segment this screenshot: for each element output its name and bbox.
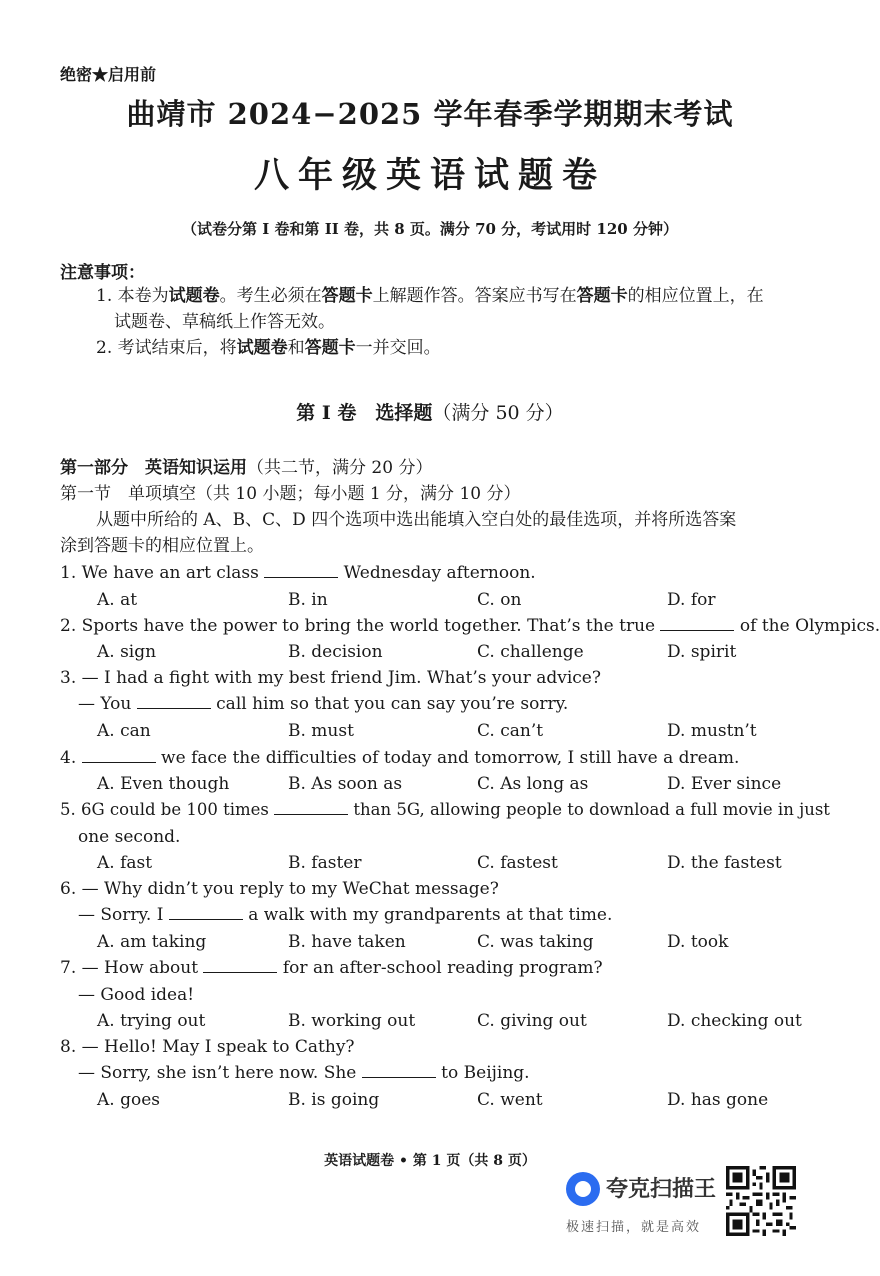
option-d: D. Ever since <box>667 774 782 794</box>
question-8: 8. — Hello! May I speak to Cathy? <box>60 1037 355 1057</box>
watermark-name: 夸克扫描王 <box>606 1177 717 1202</box>
exam-title: 曲靖市 2024−2025 学年春季学期期末考试 <box>126 97 734 131</box>
question-7-reply: — Good idea! <box>78 985 195 1005</box>
option-d: D. spirit <box>667 642 737 662</box>
option-c: C. can’t <box>477 721 544 741</box>
option-c: C. fastest <box>477 853 558 873</box>
question-1: 1. We have an art class Wednesday afternoon. <box>60 563 536 583</box>
answer-blank <box>274 800 348 815</box>
option-c: C. giving out <box>477 1011 587 1031</box>
option-a: A. am taking <box>97 932 207 952</box>
answer-blank <box>660 616 734 631</box>
option-b: B. is going <box>288 1090 380 1110</box>
option-b: B. working out <box>288 1011 416 1031</box>
option-d: D. mustn’t <box>667 721 757 741</box>
qr-code-icon <box>726 1166 796 1236</box>
answer-blank <box>264 563 338 578</box>
option-d: D. for <box>667 590 716 610</box>
option-d: D. has gone <box>667 1090 769 1110</box>
question-8-reply: — Sorry, she isn’t here now. She to Beijing. <box>78 1063 530 1083</box>
answer-blank <box>203 958 277 973</box>
answer-blank <box>82 748 156 763</box>
notice-item-2: 2. 考试结束后，将试题卷和答题卡一并交回。 <box>96 338 441 358</box>
option-c: C. went <box>477 1090 543 1110</box>
paper-title: 八年级英语试题卷 <box>253 155 606 196</box>
question-7: 7. — How about for an after-school reading program? <box>60 958 603 978</box>
option-b: B. in <box>288 590 328 610</box>
option-c: C. As long as <box>477 774 589 794</box>
quark-logo-icon <box>566 1172 600 1206</box>
option-a: A. can <box>97 721 151 741</box>
answer-blank <box>362 1063 436 1078</box>
option-a: A. Even though <box>97 774 230 794</box>
question-4: 4. we face the difficulties of today and tomorrow, I still have a dream. <box>60 748 740 768</box>
question-3: 3. — I had a fight with my best friend Jim. What’s your advice? <box>60 668 601 688</box>
option-b: B. decision <box>288 642 383 662</box>
option-b: B. As soon as <box>288 774 403 794</box>
subsection-title: 第一节 单项填空（共 10 小题；每小题 1 分，满分 10 分） <box>60 484 521 504</box>
option-b: B. have taken <box>288 932 406 952</box>
notice-item-1-cont: 试题卷、草稿纸上作答无效。 <box>114 312 335 332</box>
question-3-reply: — You call him so that you can say you’re sorry. <box>78 694 569 714</box>
section-title: 第 I 卷 选择题（满分 50 分） <box>296 402 564 424</box>
option-c: C. on <box>477 590 522 610</box>
question-5-cont: one second. <box>78 827 181 847</box>
instruction-cont: 涂到答题卡的相应位置上。 <box>60 536 264 556</box>
watermark-tagline: 极速扫描，就是高效 <box>566 1220 702 1235</box>
question-6: 6. — Why didn’t you reply to my WeChat message? <box>60 879 499 899</box>
answer-blank <box>169 905 243 920</box>
answer-blank <box>137 694 211 709</box>
instruction: 从题中所给的 A、B、C、D 四个选项中选出能填入空白处的最佳选项，并将所选答案 <box>96 510 737 530</box>
page-footer: 英语试题卷 • 第 1 页（共 8 页） <box>324 1153 536 1169</box>
option-d: D. took <box>667 932 729 952</box>
option-a: A. sign <box>97 642 157 662</box>
question-2: 2. Sports have the power to bring the world together. That’s the true of the Olympics. <box>60 616 880 636</box>
paper-info: （试卷分第 I 卷和第 II 卷，共 8 页。满分 70 分，考试用时 120 分钟） <box>182 220 678 238</box>
confidential-label: 绝密★启用前 <box>60 65 157 84</box>
part-title: 第一部分 英语知识运用（共二节，满分 20 分） <box>60 458 433 478</box>
notice-item-1: 1. 本卷为试题卷。考生必须在答题卡上解题作答。答案应书写在答题卡的相应位置上，在 <box>96 286 764 306</box>
option-a: A. goes <box>97 1090 160 1110</box>
option-d: D. checking out <box>667 1011 802 1031</box>
option-a: A. trying out <box>97 1011 206 1031</box>
option-d: D. the fastest <box>667 853 782 873</box>
option-a: A. at <box>97 590 138 610</box>
scanner-watermark <box>566 1166 726 1256</box>
option-a: A. fast <box>97 853 153 873</box>
question-5: 5. 6G could be 100 times than 5G, allowing people to download a full movie in just <box>60 800 830 819</box>
notice-heading: 注意事项： <box>60 263 145 283</box>
option-c: C. was taking <box>477 932 594 952</box>
question-6-reply: — Sorry. I a walk with my grandparents at that time. <box>78 905 613 925</box>
option-b: B. faster <box>288 853 362 873</box>
option-c: C. challenge <box>477 642 584 662</box>
option-b: B. must <box>288 721 354 741</box>
